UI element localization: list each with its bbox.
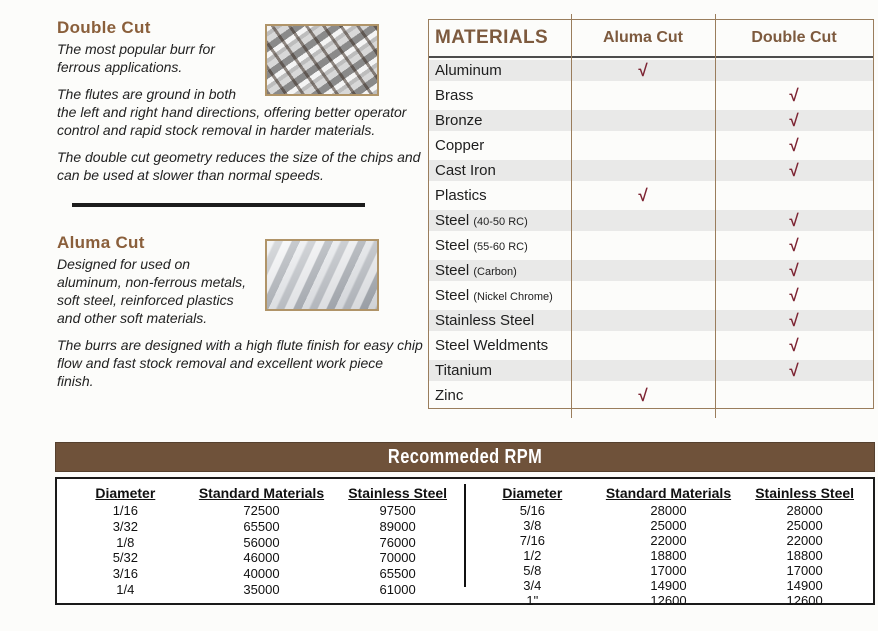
material-name: Steel (55-60 RC)	[435, 237, 528, 254]
table-row	[429, 358, 873, 383]
rpm-value: 5/16	[519, 503, 545, 518]
rpm-value: 76000	[379, 534, 416, 550]
rpm-title: Recommeded RPM	[387, 445, 543, 468]
rpm-value: 3/4	[523, 578, 542, 593]
table-row	[429, 333, 873, 358]
rpm-value: 3/32	[112, 518, 138, 534]
rpm-value: 1/4	[116, 581, 135, 597]
material-name: Bronze	[435, 112, 483, 129]
material-name: Steel (40-50 RC)	[435, 212, 528, 229]
rpm-value: 28000	[786, 503, 823, 518]
aluma-cut-section	[57, 233, 423, 399]
double-cut-title: Double Cut	[57, 18, 151, 37]
double-cut-check: √	[789, 336, 799, 355]
rpm-value: 3/16	[112, 565, 138, 581]
material-name: Steel (Nickel Chrome)	[435, 287, 553, 304]
rpm-value: 25000	[650, 518, 687, 533]
table-row	[429, 258, 873, 283]
rpm-value: 28000	[650, 503, 687, 518]
aluma-cut-paragraph-2: The burrs are designed with a high flute finish for easy chip flow and fast stock removal and excellent work piece finish.	[57, 337, 423, 389]
rpm-value: 7/16	[519, 533, 545, 548]
rpm-column-header: Diameter	[502, 484, 563, 501]
rpm-title-bar	[55, 442, 875, 472]
rpm-value: 70000	[379, 550, 416, 566]
double-cut-check: √	[789, 361, 799, 380]
double-cut-check: √	[789, 161, 799, 180]
double-cut-check: √	[789, 111, 799, 130]
material-name: Cast Iron	[435, 162, 496, 179]
rpm-value: 1/8	[116, 534, 135, 550]
aluma-cut-burr-image	[265, 239, 379, 311]
rpm-value: 65500	[243, 518, 280, 534]
material-name: Zinc	[435, 387, 464, 404]
double-cut-paragraph-2: The flutes are ground in both the left and right hand directions, offering better operator control and rapid stock removal in harder materials.	[57, 86, 407, 138]
double-cut-check: √	[789, 311, 799, 330]
material-name: Brass	[435, 87, 474, 104]
table-row	[429, 208, 873, 233]
material-name: Aluminum	[435, 62, 502, 79]
aluma-cut-title: Aluma Cut	[57, 233, 145, 252]
aluma-cut-column-header: Aluma Cut	[603, 29, 683, 46]
materials-table-header	[429, 20, 873, 58]
rpm-value: 40000	[243, 565, 280, 581]
material-note: (55-60 RC)	[473, 241, 528, 253]
rpm-value: 89000	[379, 518, 416, 534]
material-name: Steel Weldments	[435, 337, 549, 354]
table-row	[429, 108, 873, 133]
material-name: Titanium	[435, 362, 492, 379]
rpm-value: 35000	[243, 581, 280, 597]
materials-column-separator	[715, 14, 716, 418]
rpm-value: 14900	[786, 578, 823, 593]
rpm-value: 1/2	[523, 548, 542, 563]
material-note: (Carbon)	[473, 266, 517, 278]
double-cut-paragraph-3: The double cut geometry reduces the size of the chips and can be used at slower than normal speeds.	[57, 149, 421, 183]
rpm-value: 25000	[786, 518, 823, 533]
rpm-right-table	[474, 482, 863, 608]
materials-header-label: MATERIALS	[435, 27, 549, 48]
recommended-rpm-table	[55, 442, 875, 608]
rpm-content-box	[55, 477, 875, 608]
materials-column-separator	[571, 14, 572, 418]
material-name: Steel (Carbon)	[435, 262, 517, 279]
rpm-value: 5/8	[523, 563, 542, 578]
table-row	[429, 158, 873, 183]
rpm-value: 65500	[379, 565, 416, 581]
rpm-value: 1/16	[112, 503, 138, 519]
double-cut-check: √	[789, 286, 799, 305]
rpm-value: 5/32	[112, 550, 138, 566]
double-cut-check: √	[789, 86, 799, 105]
rpm-value: 97500	[379, 503, 416, 519]
burr-descriptions	[57, 18, 423, 399]
rpm-value: 22000	[650, 533, 687, 548]
rpm-value: 3/8	[523, 518, 542, 533]
aluma-cut-paragraph-1: Designed for used on aluminum, non-ferrous metals, soft steel, reinforced plastics and other soft materials.	[57, 256, 247, 326]
rpm-value: 12600	[786, 593, 823, 608]
material-note: (40-50 RC)	[473, 216, 528, 228]
table-row	[429, 383, 873, 408]
rpm-value: 18800	[650, 548, 687, 563]
double-cut-paragraph-1: The most popular burr for ferrous applications.	[57, 41, 215, 75]
rpm-value: 46000	[243, 550, 280, 566]
table-row	[429, 183, 873, 208]
rpm-column-header: Stainless Steel	[348, 484, 448, 501]
material-name: Plastics	[435, 187, 487, 204]
rpm-value: 22000	[786, 533, 823, 548]
table-row	[429, 308, 873, 333]
rpm-column-header: Diameter	[95, 484, 156, 501]
rpm-value: 56000	[243, 534, 280, 550]
table-row	[429, 233, 873, 258]
aluma-cut-check: √	[638, 186, 648, 205]
double-cut-column-header: Double Cut	[751, 29, 837, 46]
rpm-column-header: Stainless Steel	[755, 484, 855, 501]
material-name: Stainless Steel	[435, 312, 535, 329]
materials-rows	[429, 58, 873, 408]
rpm-left-table	[67, 482, 456, 597]
rpm-value: 18800	[786, 548, 823, 563]
aluma-cut-check: √	[638, 61, 648, 80]
rpm-value: 72500	[243, 503, 280, 519]
materials-table	[428, 19, 874, 409]
table-row	[429, 133, 873, 158]
double-cut-check: √	[789, 211, 799, 230]
material-name: Copper	[435, 137, 485, 154]
double-cut-check: √	[789, 136, 799, 155]
rpm-value: 12600	[650, 593, 687, 608]
table-row	[429, 58, 873, 83]
table-row	[429, 283, 873, 308]
double-cut-section	[57, 18, 423, 193]
section-divider-rule	[72, 203, 365, 207]
table-row	[429, 83, 873, 108]
rpm-value: 17000	[650, 563, 687, 578]
rpm-center-divider	[464, 484, 466, 587]
material-note: (Nickel Chrome)	[473, 291, 553, 303]
rpm-column-header: Standard Materials	[605, 484, 732, 501]
rpm-column-header: Standard Materials	[198, 484, 325, 501]
double-cut-check: √	[789, 261, 799, 280]
aluma-cut-check: √	[638, 386, 648, 405]
rpm-value: 17000	[786, 563, 823, 578]
rpm-value: 1"	[526, 593, 539, 608]
rpm-value: 14900	[650, 578, 687, 593]
rpm-value: 61000	[379, 581, 416, 597]
double-cut-burr-image	[265, 24, 379, 96]
double-cut-check: √	[789, 236, 799, 255]
